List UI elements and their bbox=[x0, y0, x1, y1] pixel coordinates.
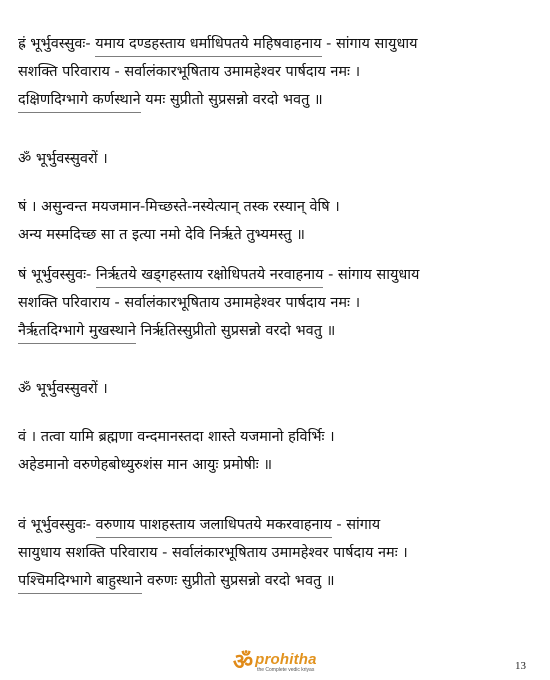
line-text: सशक्ति परिवाराय - सर्वालंकारभूषिताय उमामहेश्वर पार्षदाय नमः । bbox=[18, 295, 361, 311]
mantra-paragraph bbox=[18, 423, 538, 479]
mantra-paragraph bbox=[18, 145, 538, 173]
mantra-paragraph bbox=[18, 193, 538, 249]
mantra-line bbox=[18, 317, 538, 345]
om-logo-icon: ॐ bbox=[233, 650, 254, 675]
mantra-paragraph bbox=[18, 30, 538, 114]
line-text: षं भूर्भुवस्सुवः- bbox=[18, 267, 96, 283]
line-text: सशक्ति परिवाराय - सर्वालंकारभूषिताय उमामहेश्वर पार्षदाय नमः । bbox=[18, 64, 361, 80]
mantra-line bbox=[18, 539, 538, 567]
underlined-phrase: यमाय दण्डहस्ताय धर्माधिपतये महिषवाहनाय bbox=[95, 33, 321, 57]
line-text: वं । तत्वा यामि ब्रह्मणा वन्दमानस्तदा शास्ते यजमानो हविर्भिः । bbox=[18, 429, 335, 445]
mantra-line bbox=[18, 221, 538, 249]
line-text: ह्रं भूर्भुवस्सुवः- bbox=[18, 36, 96, 52]
line-text: - सांगाय सायुधाय bbox=[321, 36, 418, 52]
mantra-line bbox=[18, 58, 538, 86]
line-text: यमः सुप्रीतो सुप्रसन्नो वरदो भवतु ॥ bbox=[140, 92, 323, 108]
brand-name: prohitha bbox=[255, 651, 317, 668]
line-text: निर्ऋतिस्सुप्रीतो सुप्रसन्नो वरदो भवतु ॥ bbox=[135, 323, 336, 339]
mantra-line bbox=[18, 375, 538, 403]
underlined-phrase: दक्षिणदिग्भागे कर्णस्थाने bbox=[18, 89, 141, 113]
mantra-line bbox=[18, 30, 538, 58]
page-number: 13 bbox=[515, 660, 526, 672]
underlined-phrase: निर्ऋतये खड्गहस्ताय रक्षोधिपतये नरवाहनाय bbox=[96, 264, 324, 288]
mantra-line bbox=[18, 289, 538, 317]
mantra-line bbox=[18, 451, 538, 479]
mantra-line bbox=[18, 261, 538, 289]
line-text: ॐ भूर्भुवस्सुवरों । bbox=[18, 151, 108, 167]
mantra-line bbox=[18, 511, 538, 539]
mantra-line bbox=[18, 145, 538, 173]
mantra-paragraph bbox=[18, 375, 538, 403]
mantra-line bbox=[18, 86, 538, 114]
line-text: सायुधाय सशक्ति परिवाराय - सर्वालंकारभूषिताय उमामहेश्वर पार्षदाय नमः । bbox=[18, 545, 408, 561]
line-text: अन्य मस्मदिच्छ सा त इत्या नमो देवि निर्ऋते तुभ्यमस्तु ॥ bbox=[18, 227, 305, 243]
mantra-paragraph bbox=[18, 511, 538, 595]
underlined-phrase: नैर्ऋतदिग्भागे मुखस्थाने bbox=[18, 320, 136, 344]
underlined-phrase: वरुणाय पाशहस्ताय जलाधिपतये मकरवाहनाय bbox=[96, 514, 332, 538]
line-text: षं । असुन्वन्त मयजमान-मिच्छस्ते-नस्येत्यान् तस्क रस्यान् वेषि । bbox=[18, 199, 340, 215]
underlined-phrase: पश्चिमदिग्भागे बाहुस्थाने bbox=[18, 570, 142, 594]
mantra-line bbox=[18, 193, 538, 221]
line-text: अहेडमानो वरुणेहबोध्युरुशंस मान आयुः प्रमोषीः ॥ bbox=[18, 457, 273, 473]
line-text: ॐ भूर्भुवस्सुवरों । bbox=[18, 381, 108, 397]
brand-tagline: the Complete vedic kriyas bbox=[257, 667, 315, 673]
prohitha-logo bbox=[233, 652, 317, 674]
mantra-line bbox=[18, 567, 538, 595]
line-text: - सांगाय सायुधाय bbox=[323, 267, 420, 283]
mantra-line bbox=[18, 423, 538, 451]
mantra-paragraph bbox=[18, 261, 538, 345]
line-text: वं भूर्भुवस्सुवः- bbox=[18, 517, 96, 533]
brand-block bbox=[255, 652, 317, 673]
line-text: - सांगाय bbox=[331, 517, 381, 533]
line-text: वरुणः सुप्रीतो सुप्रसन्नो वरदो भवतु ॥ bbox=[142, 573, 335, 589]
